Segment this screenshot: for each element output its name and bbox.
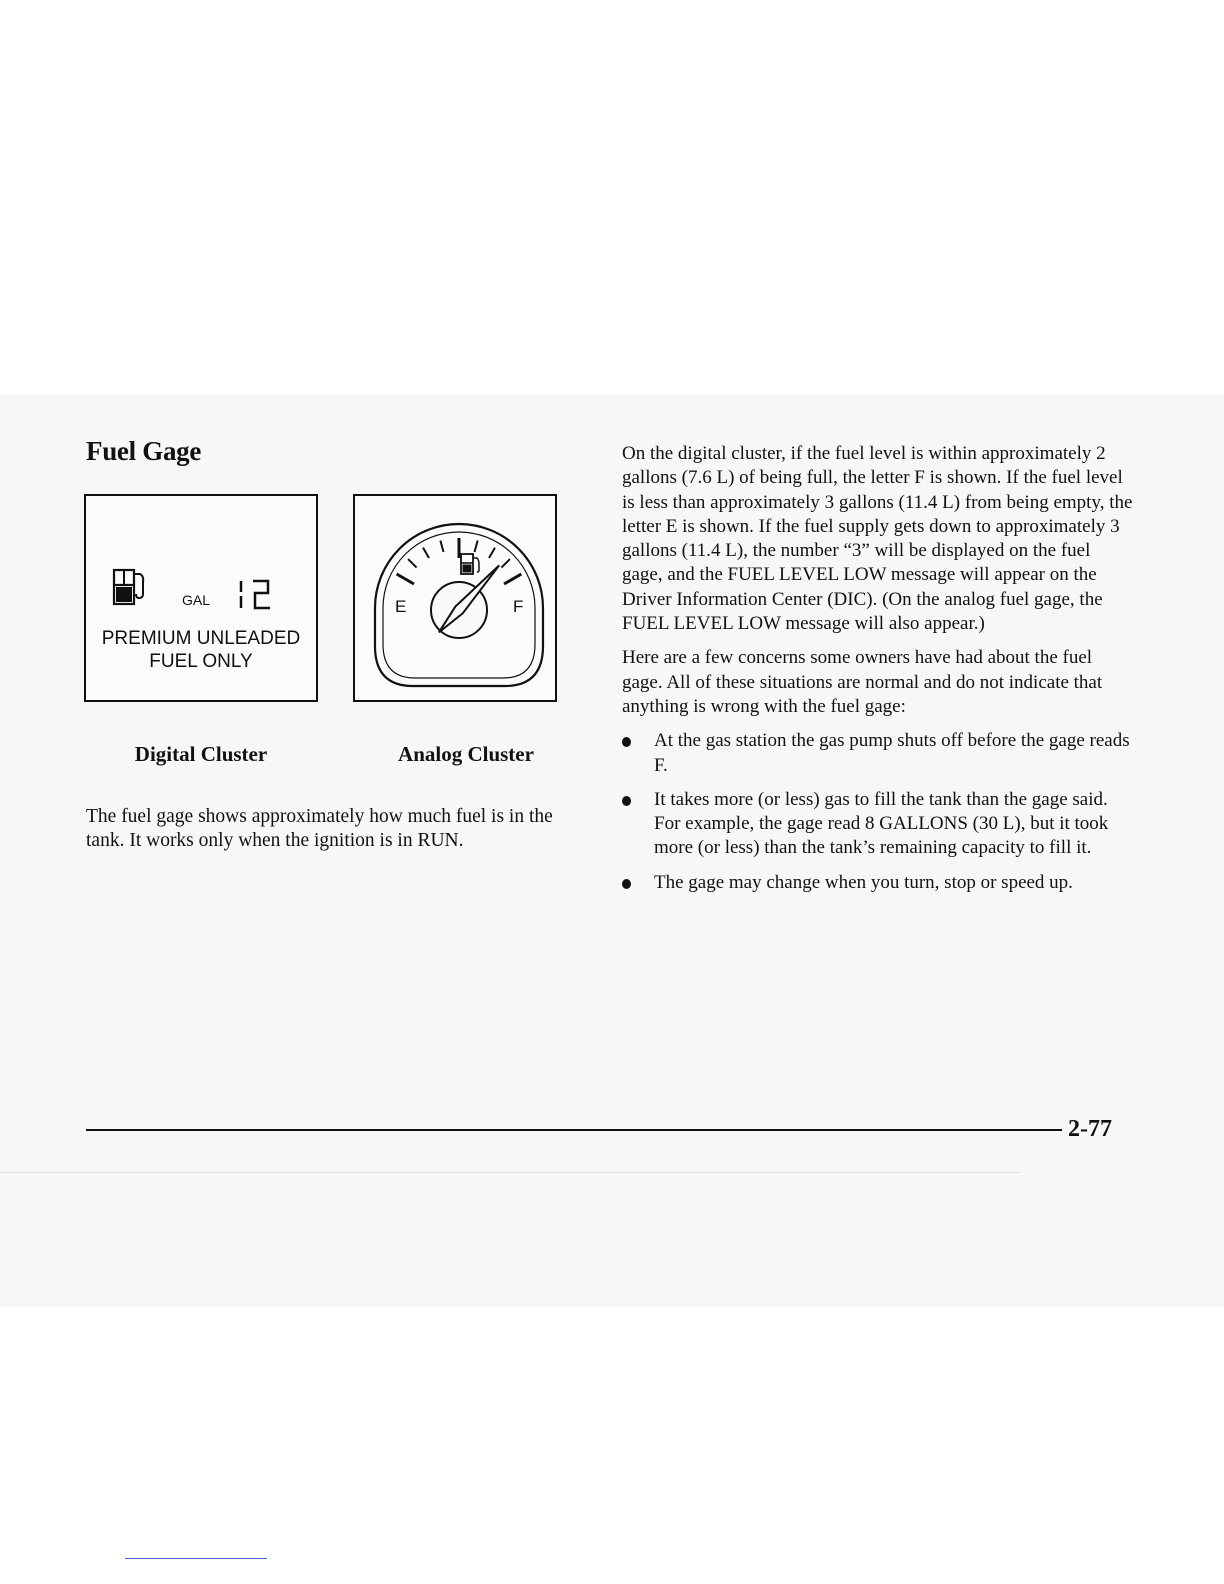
digital-cluster-figure bbox=[84, 494, 318, 702]
list-item-text: The gage may change when you turn, stop or speed up. bbox=[654, 871, 1073, 893]
analog-cluster-figure bbox=[353, 494, 557, 702]
analog-fuel-gauge bbox=[355, 496, 555, 700]
intro-paragraph: The fuel gage shows approximately how much fuel is in the tank. It works only when the ignition is in RUN. bbox=[86, 806, 553, 851]
digital-cluster-paragraph: On the digital cluster, if the fuel level is within approximately 2 gallons (7.6 L) of being full, the letter F is shown. If the fuel level is less than approximately 3 gallons (11.4 L) from being empty, the letter E is shown. If the fuel supply gets down to approximately 3 gallons (11.4 L), the number “3” will be displayed on the fuel gage, and the FUEL LEVEL LOW message will appear on the Driver Information Center (DIC). (On the analog fuel gage, the FUEL LEVEL LOW message will also appear.) bbox=[622, 443, 1133, 635]
fuel-only-label: FUEL ONLY bbox=[149, 651, 253, 672]
section-title: Fuel Gage bbox=[86, 436, 202, 466]
analog-cluster-caption: Analog Cluster bbox=[398, 742, 534, 766]
full-label: F bbox=[513, 597, 524, 616]
bullet-icon bbox=[622, 796, 631, 806]
gallons-reading-display bbox=[236, 578, 276, 612]
premium-unleaded-label: PREMIUM UNLEADED bbox=[101, 628, 301, 649]
bullet-icon bbox=[622, 879, 631, 889]
concerns-list bbox=[622, 729, 1134, 895]
page-number: 2-77 bbox=[1068, 1116, 1112, 1142]
footer-rule bbox=[86, 1129, 1062, 1131]
bullet-icon bbox=[622, 737, 631, 747]
empty-label: E bbox=[395, 597, 407, 616]
list-item bbox=[622, 729, 1134, 778]
list-item-text: At the gas station the gas pump shuts off before the gage reads F. bbox=[654, 730, 1130, 776]
concerns-paragraph: Here are a few concerns some owners have had about the fuel gage. All of these situations are normal and do not indicate that anything is wrong with the fuel gage: bbox=[622, 647, 1103, 717]
fuel-pump-icon bbox=[112, 568, 156, 608]
digital-cluster-caption: Digital Cluster bbox=[134, 742, 268, 766]
list-item bbox=[622, 788, 1134, 861]
list-item-text: It takes more (or less) gas to fill the tank than the gage said. For example, the gage read 8 GALLONS (30 L), but it took more (or less) than the tank’s remaining capacity to fill it. bbox=[654, 788, 1109, 859]
right-column bbox=[622, 442, 1134, 905]
gallons-label: GAL bbox=[182, 592, 211, 608]
list-item bbox=[622, 871, 1134, 895]
scan-artifact-line bbox=[0, 1172, 1020, 1173]
bottom-link-underline bbox=[125, 1558, 267, 1559]
